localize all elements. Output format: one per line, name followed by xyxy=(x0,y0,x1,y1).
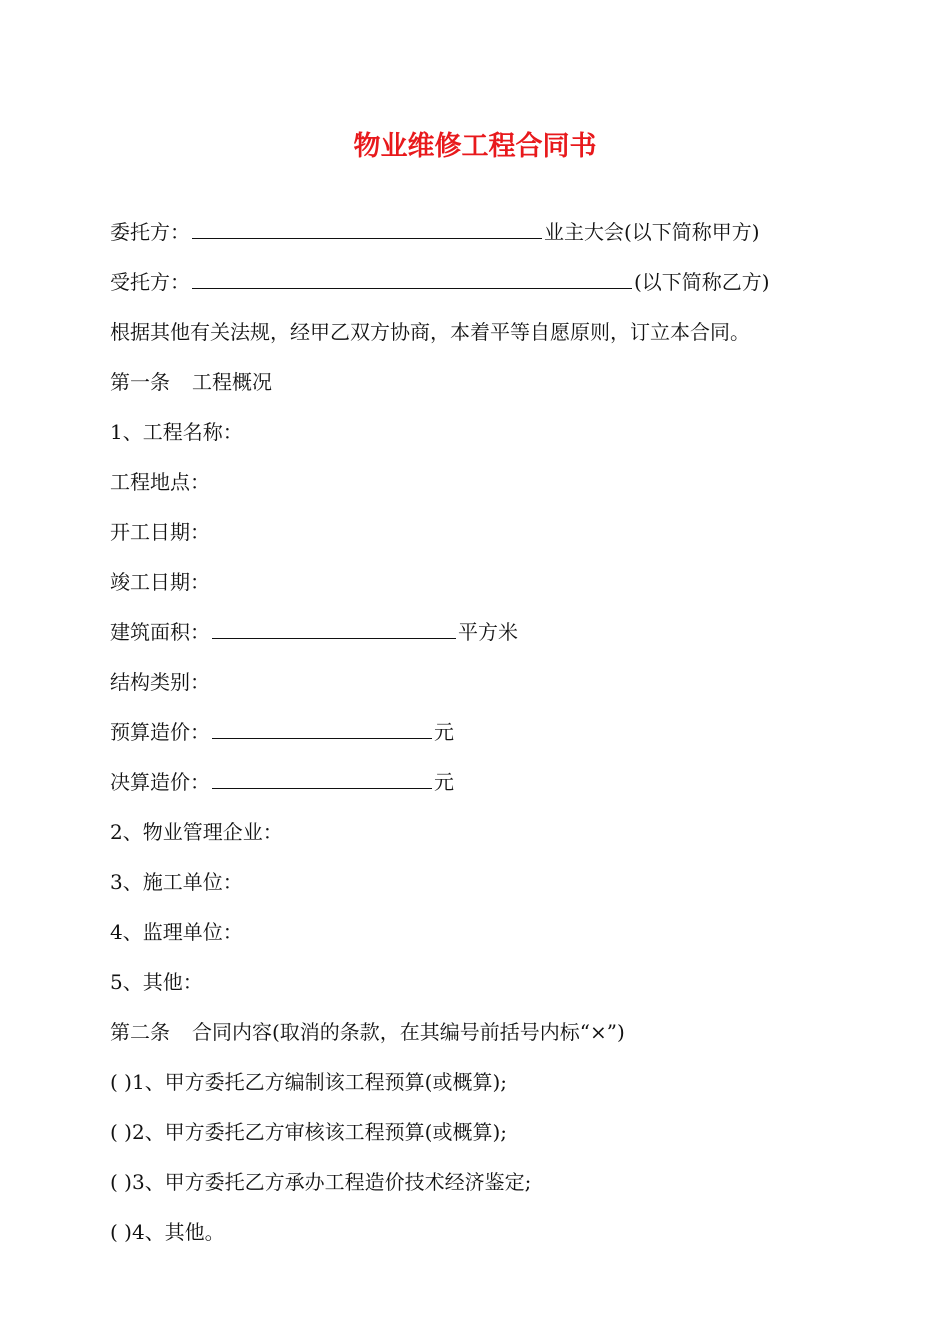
budget-blank[interactable] xyxy=(212,718,432,739)
completion-date-field: 竣工日期： xyxy=(110,570,210,594)
supervision-unit-field: 4、监理单位： xyxy=(110,920,243,944)
budget-label: 预算造价： xyxy=(110,720,210,744)
article1-heading xyxy=(110,368,272,396)
clause-4: ( )4、其他。 xyxy=(110,1220,225,1244)
client-label: 委托方： xyxy=(110,220,190,244)
property-company-field: 2、物业管理企业： xyxy=(110,820,283,844)
project-location-field: 工程地点： xyxy=(110,470,210,494)
article1-number: 第一条 xyxy=(110,370,170,394)
structure-type-field: 结构类别： xyxy=(110,670,210,694)
clause-3: ( )3、甲方委托乙方承办工程造价技术经济鉴定; xyxy=(110,1170,532,1194)
contractor-blank[interactable] xyxy=(192,268,632,289)
article2-title: 合同内容(取消的条款，在其编号前括号内标“×”) xyxy=(192,1020,625,1044)
budget-cost-line xyxy=(110,718,454,746)
final-blank[interactable] xyxy=(212,768,432,789)
area-blank[interactable] xyxy=(212,618,456,639)
budget-unit: 元 xyxy=(434,720,454,744)
client-line xyxy=(110,218,760,246)
final-label: 决算造价： xyxy=(110,770,210,794)
client-blank[interactable] xyxy=(192,218,542,239)
document-title: 物业维修工程合同书 xyxy=(353,131,597,162)
other-field: 5、其他： xyxy=(110,970,203,994)
clause-1: ( )1、甲方委托乙方编制该工程预算(或概算); xyxy=(110,1070,508,1094)
area-unit: 平方米 xyxy=(458,620,518,644)
clause-2: ( )2、甲方委托乙方审核该工程预算(或概算); xyxy=(110,1120,508,1144)
building-area-line xyxy=(110,618,518,646)
area-label: 建筑面积： xyxy=(110,620,210,644)
article2-heading xyxy=(110,1018,625,1046)
contractor-label: 受托方： xyxy=(110,270,190,294)
article2-number: 第二条 xyxy=(110,1020,170,1044)
contractor-line xyxy=(110,268,770,296)
final-unit: 元 xyxy=(434,770,454,794)
contractor-suffix: (以下简称乙方) xyxy=(634,270,770,294)
final-cost-line xyxy=(110,768,454,796)
client-suffix: 业主大会(以下简称甲方) xyxy=(544,220,760,244)
preamble: 根据其他有关法规，经甲乙双方协商，本着平等自愿原则，订立本合同。 xyxy=(110,320,750,344)
construction-unit-field: 3、施工单位： xyxy=(110,870,243,894)
start-date-field: 开工日期： xyxy=(110,520,210,544)
article1-title: 工程概况 xyxy=(192,370,272,394)
project-name-field: 1、工程名称： xyxy=(110,420,243,444)
